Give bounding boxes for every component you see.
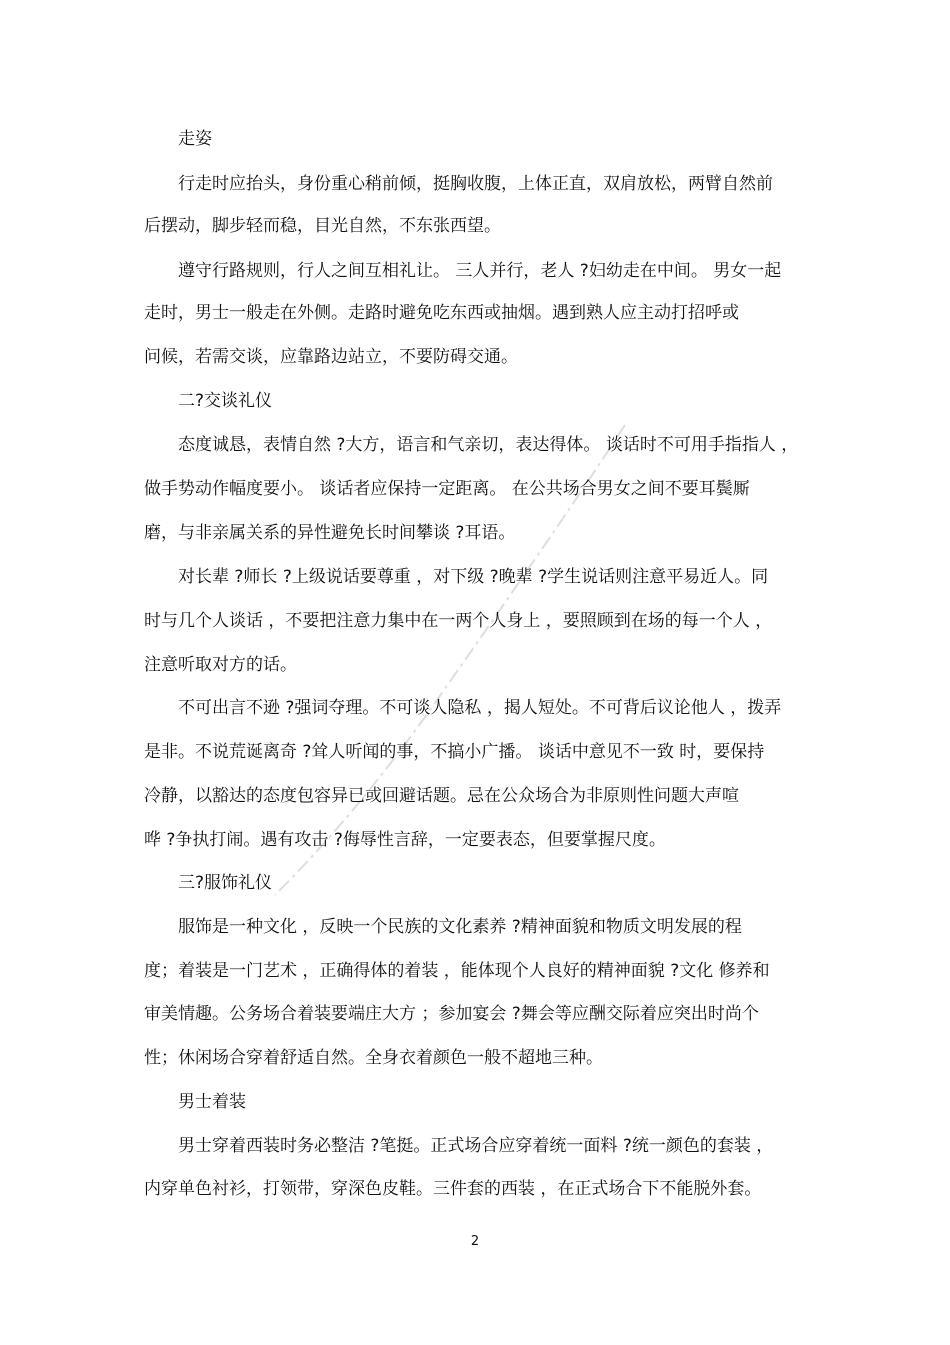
paragraph-line: 不可出言不逊 ?强词夺理。不可谈人隐私 ，揭人短处。不可背后议论他人 ，拨弄	[178, 698, 782, 718]
paragraph-line: 问候，若需交谈，应靠路边站立，不要防碍交通。	[144, 347, 518, 367]
paragraph-line: 度；着装是一门艺术 ，正确得体的着装 ，能体现个人良好的精神面貌 ?文化 修养和	[144, 961, 770, 981]
paragraph-line: 对长辈 ?师长 ?上级说话要尊重 ，对下级 ?晚辈 ?学生说话则注意平易近人。同	[178, 567, 769, 587]
paragraph-line: 男士穿着西装时务必整洁 ?笔挺。正式场合应穿着统一面料 ?统一颜色的套装 ，	[178, 1136, 774, 1156]
paragraph-line: 审美情趣。公务场合着装要端庄大方 ；参加宴会 ?舞会等应酬交际着应突出时尚个	[144, 1004, 759, 1024]
paragraph-line: 遵守行路规则，行人之间互相礼让。 三人并行，老人 ?妇幼走在中间。 男女一起	[178, 261, 782, 281]
paragraph-line: 后摆动，脚步轻而稳，目光自然，不东张西望。	[144, 216, 501, 236]
paragraph-line: 走时，男士一般走在外侧。走路时避免吃东西或抽烟。遇到熟人应主动打招呼或	[144, 303, 739, 323]
paragraph-line: 冷静，以豁达的态度包容异已或回避话题。忌在公众场合为非原则性问题大声喧	[144, 786, 739, 806]
heading-conversation-etiquette: 二?交谈礼仪	[178, 391, 273, 411]
heading-clothing-etiquette: 三?服饰礼仪	[178, 873, 273, 893]
paragraph-line: 注意听取对方的话。	[144, 655, 297, 675]
page-number: 2	[470, 1234, 480, 1249]
heading-mens-attire: 男士着装	[178, 1092, 246, 1112]
paragraph-line: 服饰是一种文化 ，反映一个民族的文化素养 ?精神面貌和物质文明发展的程	[178, 917, 742, 937]
paragraph-line: 时与几个人谈话 ，不要把注意力集中在一两个人身上 ，要照顾到在场的每一个人 ，	[144, 611, 773, 631]
paragraph-line: 哗 ?争执打闹。遇有攻击 ?侮辱性言辞，一定要表态，但要掌握尺度。	[144, 830, 666, 850]
paragraph-line: 做手势动作幅度要小。 谈话者应保持一定距离。 在公共场合男女之间不要耳鬓厮	[144, 479, 750, 499]
paragraph-line: 性；休闲场合穿着舒适自然。全身衣着颜色一般不超地三种。	[144, 1048, 603, 1068]
paragraph-line: 行走时应抬头，身份重心稍前倾，挺胸收腹，上体正直，双肩放松，两臂自然前	[178, 174, 773, 194]
paragraph-line: 内穿单色衬衫，打领带，穿深色皮鞋。三件套的西装 ，在正式场合下不能脱外套。	[144, 1179, 762, 1199]
heading-walking-posture: 走姿	[178, 129, 212, 149]
paragraph-line: 是非。不说荒诞离奇 ?耸人听闻的事，不搞小广播。 谈话中意见不一致 时，要保持	[144, 742, 765, 762]
paragraph-line: 态度诚恳，表情自然 ?大方，语言和气亲切，表达得体。 谈话时不可用手指指人 ，	[178, 435, 799, 455]
paragraph-line: 磨，与非亲属关系的异性避免长时间攀谈 ?耳语。	[144, 523, 516, 543]
